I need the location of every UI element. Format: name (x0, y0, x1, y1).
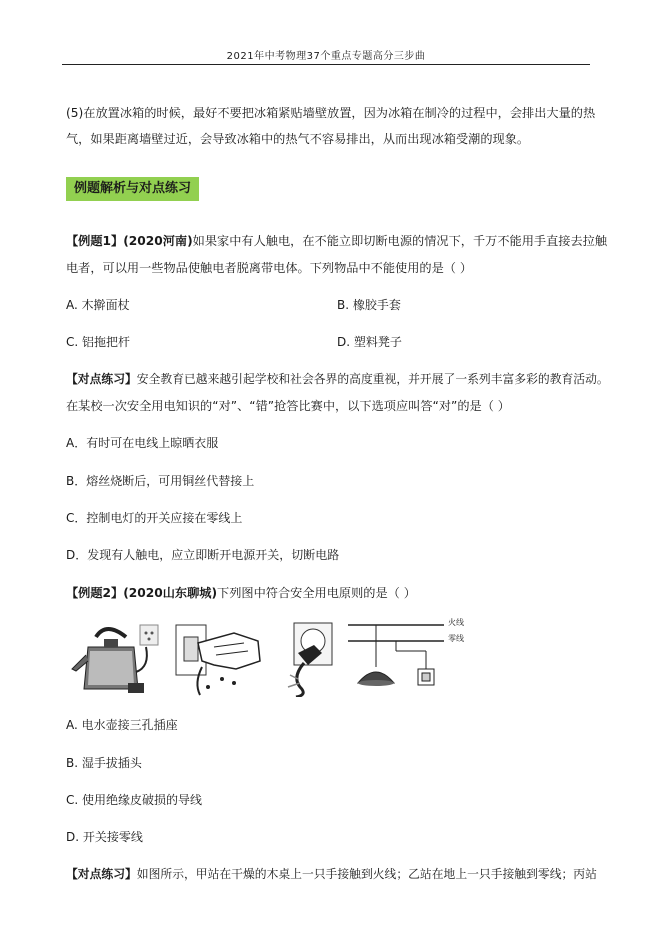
kettle-handle-icon (96, 629, 126, 637)
example2-option-c: C. 使用绝缘皮破损的导线 (66, 793, 203, 807)
damaged-wire-figure (278, 617, 338, 697)
example2-option-b: B. 湿手拔插头 (66, 756, 142, 770)
cord-icon (296, 663, 304, 697)
practice1-option-c: C．控制电灯的开关应接在零线上 (66, 511, 243, 525)
example1-line2: 电者，可以用一些物品使触电者脱离带电体。下列物品中不能使用的是（ ） (66, 261, 473, 275)
practice1-line1: 【对点练习】安全教育已越来越引起学校和社会各界的高度重视，并开展了一系列丰富多彩的教育活动。 (66, 372, 609, 386)
header-rule (62, 64, 590, 65)
practice2-tag: 【对点练习】 (66, 867, 137, 881)
practice1-line2: 在某校一次安全用电知识的“对”、“错”抢答比赛中，以下选项应叫答“对”的是（ ） (66, 399, 510, 413)
circuit-figure (346, 617, 470, 697)
example1-option-c: C. 铝拖把杆 (66, 335, 131, 349)
example2-option-d: D. 开关接零线 (66, 830, 143, 844)
practice1-option-a: A．有时可在电线上晾晒衣服 (66, 436, 219, 450)
practice1-option-b: B．熔丝烧断后，可用铜丝代替接上 (66, 474, 255, 488)
example2-line: 【例题2】(2020山东聊城)下列图中符合安全用电原则的是（ ） (66, 586, 416, 600)
kettle-figure (66, 617, 166, 697)
power-cord-icon (136, 647, 147, 672)
example1-line1: 【例题1】(2020河南)如果家中有人触电，在不能立即切断电源的情况下，千万不能用手直接去拉触 (66, 234, 608, 248)
example2-tag: 【例题2】(2020山东聊城) (66, 586, 218, 600)
wall-socket-icon (140, 625, 158, 645)
water-drop-icon (220, 677, 224, 681)
page-header: 2021年中考物理37个重点专题高分三步曲 (226, 51, 426, 62)
example2-option-a: A. 电水壶接三孔插座 (66, 718, 178, 732)
practice2-line: 【对点练习】如图所示，甲站在干燥的木桌上一只手接触到火线；乙站在地上一只手接触到零线；丙站 (66, 867, 597, 881)
neutral-wire-label: 零线 (448, 634, 464, 643)
note-paragraph: (5)在放置冰箱的时候，最好不要把冰箱紧贴墙壁放置，因为冰箱在制冷的过程中，会排出大量的热气，如果距离墙壁过近，会导致冰箱中的热气不容易排出，从而出现冰箱受潮的现象。 (66, 106, 596, 146)
example1-option-d: D. 塑料凳子 (337, 335, 402, 349)
example1-tag: 【例题1】(2020河南) (66, 234, 193, 248)
example1-option-b: B. 橡胶手套 (337, 298, 401, 312)
example1-option-a: A. 木擀面杖 (66, 298, 130, 312)
practice1-tag: 【对点练习】 (66, 372, 137, 386)
wet-hand-figure (174, 617, 264, 697)
section-banner: 例题解析与对点练习 (66, 177, 199, 201)
practice1-option-d: D．发现有人触电，应立即断开电源开关，切断电路 (66, 548, 340, 562)
hand-icon (198, 633, 260, 669)
live-wire-label: 火线 (448, 618, 464, 627)
